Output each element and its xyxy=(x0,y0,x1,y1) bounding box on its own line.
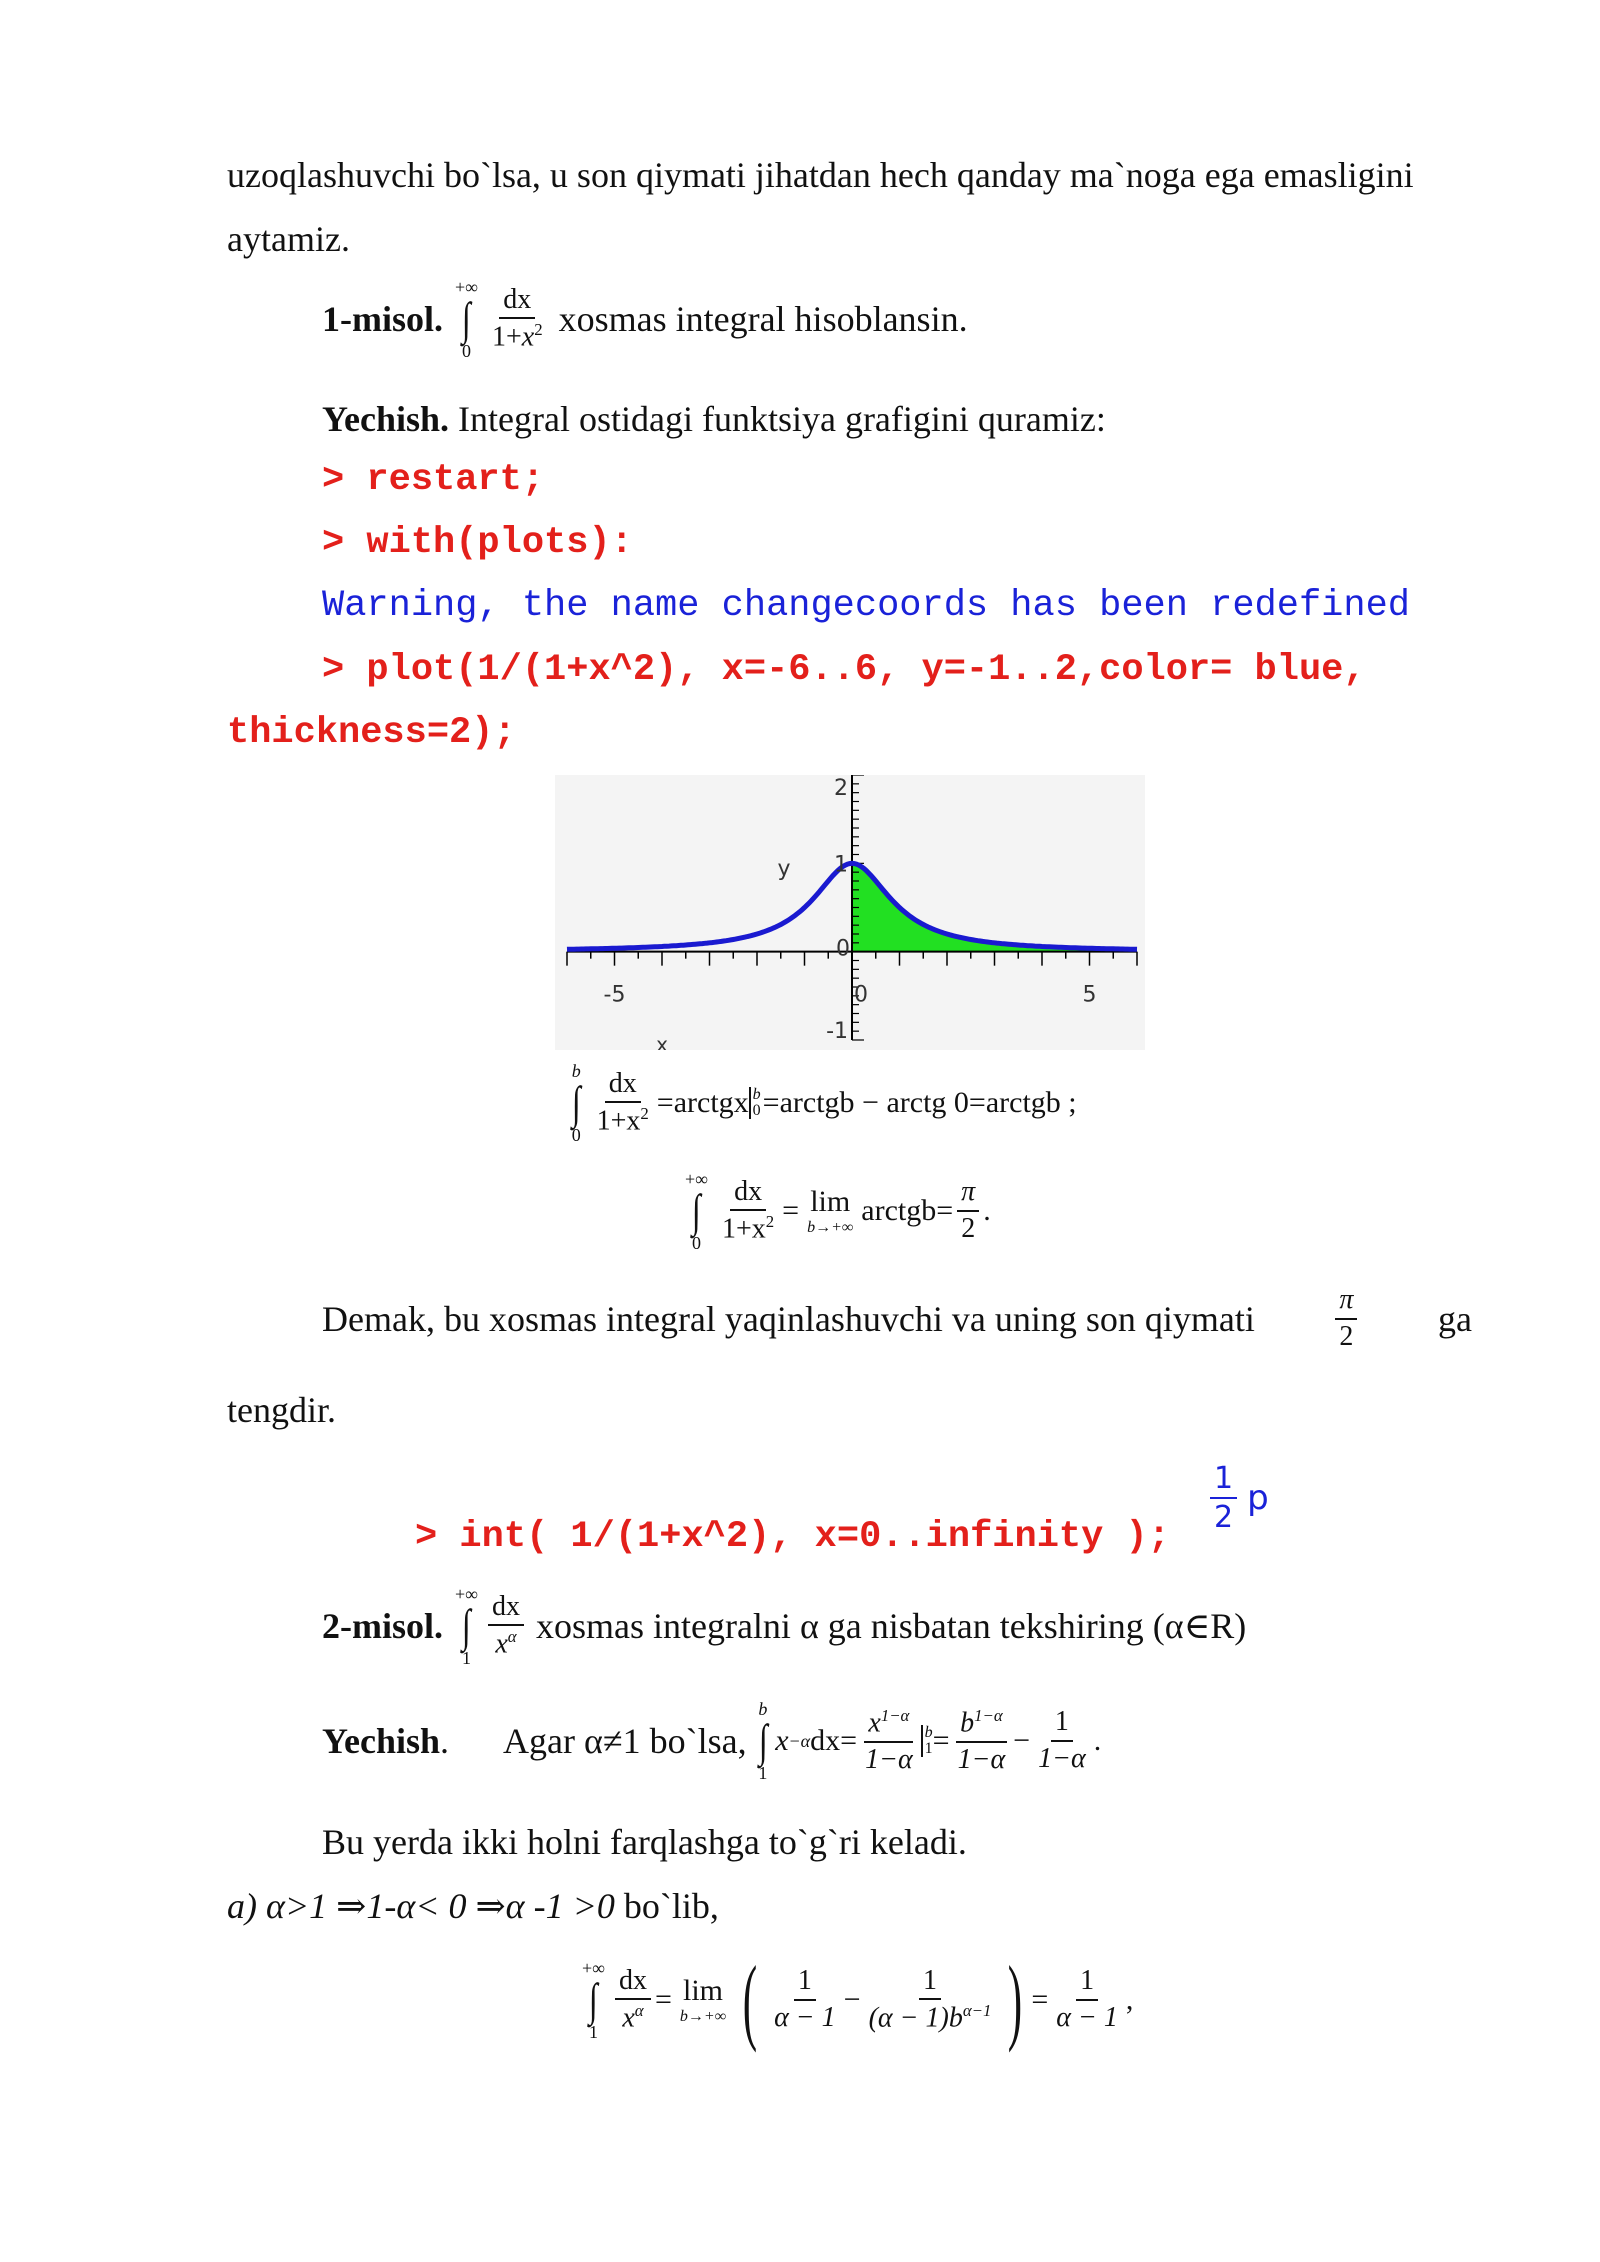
den-variable: x xyxy=(622,2002,635,2034)
fraction-numerator: 1 xyxy=(919,1966,941,2001)
den-power: 2 xyxy=(640,1104,649,1124)
example-1-statement xyxy=(322,278,968,360)
fraction-numerator: dx xyxy=(488,1592,524,1627)
example-2-label: 2-misol. xyxy=(322,1606,443,1646)
integral-upper-limit: +∞ xyxy=(685,1169,708,1189)
integral-lower-limit: 0 xyxy=(461,341,471,361)
term-fraction-1 xyxy=(770,1966,840,2034)
fraction-numerator: dx xyxy=(730,1177,766,1212)
integral-symbol: ∫ xyxy=(571,1077,581,1128)
fraction-denominator xyxy=(488,319,547,353)
evaluation-bar xyxy=(749,1087,761,1119)
x-axis-label: x xyxy=(656,1032,668,1050)
term-fraction-2 xyxy=(865,1966,996,2035)
den-variable: x xyxy=(495,1628,508,1660)
antiderivative-fraction xyxy=(861,1707,917,1776)
integrand-fraction xyxy=(615,1966,651,2035)
solution-1-text: Integral ostidagi funktsiya grafigini quramiz: xyxy=(458,399,1106,439)
integral-sign xyxy=(455,278,478,360)
den-part: 1+x xyxy=(596,1105,641,1137)
bar-upper: b xyxy=(924,1724,933,1741)
conclusion-line-2: tengdir. xyxy=(227,1390,336,1430)
y-tick-label-2: 2 xyxy=(834,776,848,801)
equals-sign: = xyxy=(782,1194,800,1227)
den-part: (α − 1)b xyxy=(868,2002,963,2034)
integral-sign xyxy=(570,1062,583,1144)
integral-symbol: ∫ xyxy=(589,1974,598,2025)
integral-sign xyxy=(582,1959,605,2041)
term-fraction-2 xyxy=(1034,1707,1090,1775)
conclusion-after: ga xyxy=(1438,1298,1472,1339)
fraction-numerator: π xyxy=(1335,1285,1357,1320)
maple-int-result xyxy=(1206,1462,1269,1534)
minus-sign: − xyxy=(1013,1724,1031,1757)
y-tick-label-neg1: -1 xyxy=(826,1019,848,1044)
integral-symbol: ∫ xyxy=(462,293,471,344)
minus-sign: − xyxy=(843,1983,861,2016)
num-variable: b xyxy=(960,1706,975,1738)
fraction-numerator: 1 xyxy=(1210,1462,1237,1499)
integral-sign xyxy=(685,1170,708,1252)
integral-upper-limit: +∞ xyxy=(455,1584,478,1604)
evaluation-bar xyxy=(921,1725,933,1757)
fraction-denominator xyxy=(718,1211,778,1245)
equation-1 xyxy=(570,1062,1077,1144)
den-part: 1+ xyxy=(491,321,522,353)
maple-restart-command: > restart; xyxy=(322,459,545,501)
den-power: 2 xyxy=(534,320,543,340)
fraction-numerator: 1 xyxy=(1051,1707,1073,1742)
end-period: . xyxy=(1093,1724,1102,1757)
fraction-numerator: dx xyxy=(605,1069,641,1104)
x-tick-label-neg5: -5 xyxy=(603,982,626,1008)
y-axis-label: y xyxy=(777,856,791,882)
fraction-denominator xyxy=(593,1103,653,1137)
den-power: 2 xyxy=(765,1212,775,1232)
limit-operator xyxy=(807,1185,853,1237)
y-tick-label-1: 1 xyxy=(834,852,848,878)
conclusion-fraction xyxy=(1335,1285,1357,1353)
den-variable: x xyxy=(521,321,535,353)
case-a-line xyxy=(227,1874,719,1938)
integral-sign xyxy=(757,1700,770,1782)
fraction-numerator: dx xyxy=(499,285,535,320)
result-fraction xyxy=(1052,1966,1122,2034)
integrand-variable: x xyxy=(775,1724,789,1757)
equals-sign: = xyxy=(654,1983,672,2016)
equation-2 xyxy=(685,1170,991,1252)
maple-plot-command-line-1: > plot(1/(1+x^2), x=-6..6, y=-1..2,color= blue, xyxy=(322,649,1366,691)
integral-symbol: ∫ xyxy=(462,1600,471,1651)
limit-body: arctgb= xyxy=(861,1194,954,1227)
bar-upper: b xyxy=(752,1086,761,1103)
num-power: 1−α xyxy=(974,1705,1003,1725)
integrand-fraction xyxy=(488,1592,524,1661)
plot-panel xyxy=(555,775,1145,1050)
maple-plot-command-line-2: thickness=2); xyxy=(227,712,516,754)
integral-upper-limit: b xyxy=(758,1699,768,1719)
conclusion-text: Demak, bu xosmas integral yaqinlashuvchi va uning son qiymati xyxy=(322,1298,1255,1339)
den-power: α xyxy=(634,2001,644,2021)
end-comma: , xyxy=(1125,1983,1134,2016)
fraction-denominator xyxy=(618,2000,647,2034)
y-tick-label-0: 0 xyxy=(836,936,850,962)
x-tick-label-0: 0 xyxy=(854,982,868,1008)
solution-2-formula xyxy=(757,1700,1102,1782)
example-2-statement xyxy=(322,1585,1246,1667)
term-fraction-1 xyxy=(954,1707,1010,1776)
integral-symbol: ∫ xyxy=(758,1715,768,1766)
fraction-denominator xyxy=(865,2000,996,2034)
limit-operator xyxy=(680,1974,726,2026)
intro-line-1: uzoqlashuvchi bo`lsa, u son qiymati jihatdan hech qanday ma`noga ega emasligini xyxy=(227,155,1414,195)
fraction-denominator: 2 xyxy=(1214,1500,1234,1535)
x-tick-label-5: 5 xyxy=(1082,982,1097,1008)
integrand-power: −α xyxy=(788,1730,811,1751)
lim-subscript: b→+∞ xyxy=(679,2008,727,2025)
example-2-text: xosmas integralni α ga nisbatan tekshiring (α∈R) xyxy=(535,1606,1247,1646)
solution-1-line xyxy=(322,387,1106,451)
solution-2-text: Agar α≠1 bo`lsa, xyxy=(503,1721,747,1761)
fraction-denominator: 1−α xyxy=(957,1743,1006,1775)
shaded-area xyxy=(852,863,1137,951)
lim-subscript: b→+∞ xyxy=(807,1219,854,1236)
integral-symbol: ∫ xyxy=(692,1185,701,1236)
integral-sign xyxy=(455,1585,478,1667)
example-1-text: xosmas integral hisoblansin. xyxy=(558,299,968,339)
integral-lower-limit: 1 xyxy=(461,1648,471,1668)
fraction-denominator xyxy=(491,1626,520,1660)
fraction-denominator: α − 1 xyxy=(774,2002,836,2033)
case-a-condition: a) α>1 ⇒1-α< 0 ⇒α -1 >0 xyxy=(227,1886,615,1926)
fraction-numerator xyxy=(864,1707,913,1743)
case-a-tail: bo`lib, xyxy=(614,1886,719,1926)
plot-svg xyxy=(555,775,1145,1050)
intro-line-2: aytamiz. xyxy=(227,219,350,259)
fraction-denominator: α − 1 xyxy=(1056,2002,1118,2033)
integral-lower-limit: 0 xyxy=(691,1233,701,1253)
result-fraction xyxy=(957,1177,979,1245)
den-power: α xyxy=(507,1627,517,1647)
dx-equals: dx= xyxy=(810,1724,858,1757)
fraction-denominator: 1−α xyxy=(1038,1743,1086,1774)
result-fraction xyxy=(1210,1462,1237,1534)
integrand-fraction xyxy=(593,1069,653,1138)
right-paren: ) xyxy=(1008,1946,1023,2053)
integrand-fraction xyxy=(718,1177,778,1246)
left-paren: ( xyxy=(742,1946,758,2053)
bar-lower: 1 xyxy=(924,1740,933,1757)
den-power: α−1 xyxy=(962,2001,992,2021)
maple-int-command: > int( 1/(1+x^2), x=0..infinity ); xyxy=(415,1516,1170,1558)
conclusion-line-1 xyxy=(322,1285,1472,1353)
solution-2-dot: . xyxy=(440,1721,450,1761)
fraction-numerator: 1 xyxy=(794,1966,816,2001)
lim-text: lim xyxy=(683,1974,724,2007)
cases-intro: Bu yerda ikki holni farqlashga to`g`ri keladi. xyxy=(322,1822,967,1862)
integral-lower-limit: 1 xyxy=(588,2022,598,2042)
fraction-denominator: 2 xyxy=(1339,1320,1354,1352)
fraction-denominator: 1−α xyxy=(865,1743,913,1775)
fraction-numerator: π xyxy=(957,1177,979,1212)
equation-3 xyxy=(582,1946,1134,2053)
solution-2-line xyxy=(322,1700,1101,1782)
fraction-numerator xyxy=(956,1707,1007,1743)
integral-upper-limit: b xyxy=(571,1061,581,1081)
num-power: 1−α xyxy=(880,1705,910,1725)
integral-lower-limit: 0 xyxy=(571,1125,581,1145)
fraction-denominator: 2 xyxy=(961,1213,976,1244)
integrand-fraction xyxy=(488,285,547,354)
example-1-label: 1-misol. xyxy=(322,299,443,339)
equals-sign-2: = xyxy=(1031,1983,1049,2016)
end-period: . xyxy=(983,1194,991,1227)
maple-warning: Warning, the name changecoords has been redefined xyxy=(322,585,1410,627)
lim-text: lim xyxy=(810,1185,851,1218)
fraction-numerator: dx xyxy=(615,1966,651,2001)
integral-upper-limit: +∞ xyxy=(582,1958,605,1978)
rhs-part-a: =arctgx xyxy=(656,1086,749,1119)
num-variable: x xyxy=(868,1706,881,1738)
solution-2-label: Yechish xyxy=(322,1721,441,1761)
rhs-part-b: =arctgb − arctg 0=arctgb ; xyxy=(762,1086,1077,1119)
integral-upper-limit: +∞ xyxy=(455,277,478,297)
result-symbol: p xyxy=(1247,1478,1269,1518)
bar-lower: 0 xyxy=(752,1102,761,1119)
den-part: 1+x xyxy=(721,1213,766,1245)
maple-with-plots-command: > with(plots): xyxy=(322,522,633,564)
equals-sign: = xyxy=(932,1724,950,1757)
integral-lower-limit: 1 xyxy=(758,1763,768,1783)
fraction-numerator: 1 xyxy=(1076,1966,1098,2001)
solution-1-label: Yechish. xyxy=(322,399,450,439)
